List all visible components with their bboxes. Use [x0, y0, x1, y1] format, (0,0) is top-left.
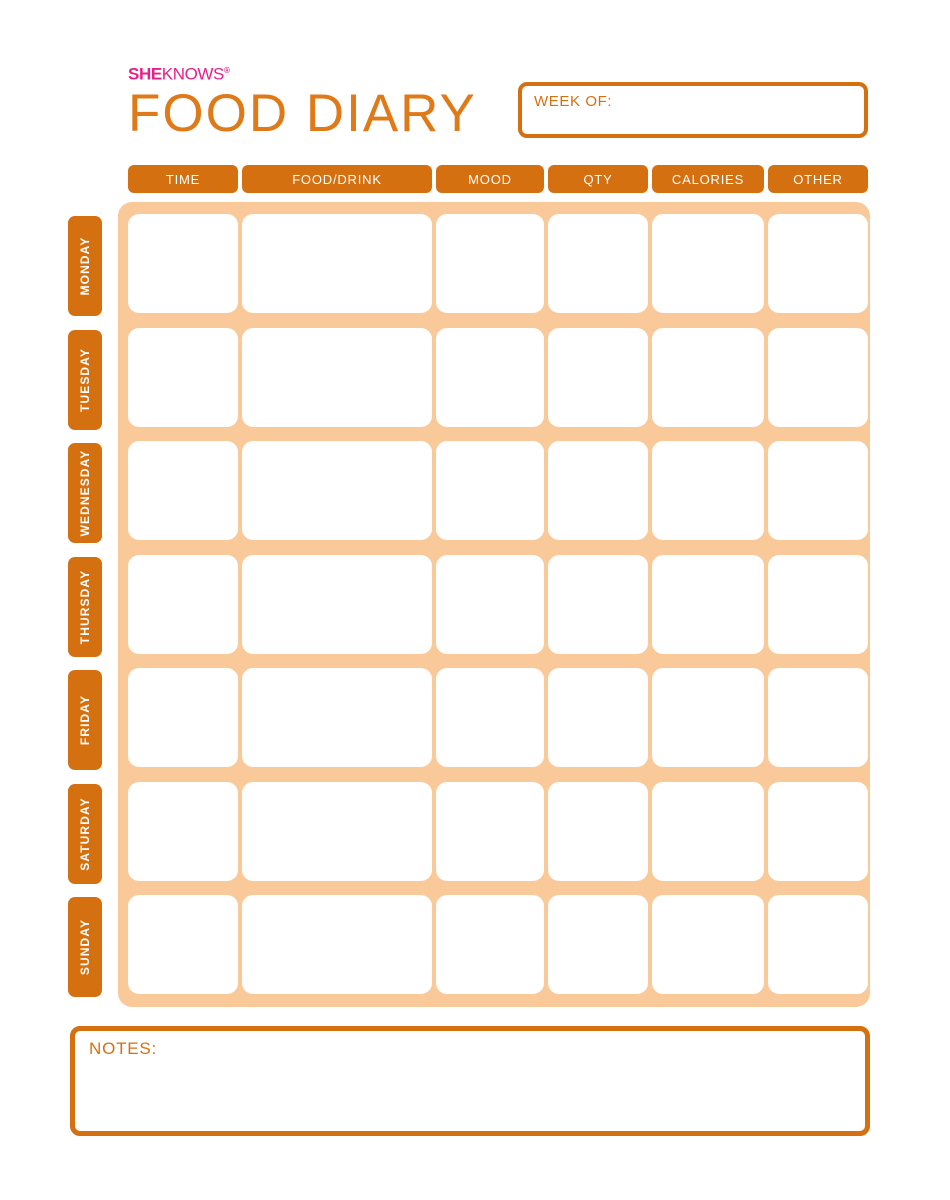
grid-cell[interactable]	[768, 214, 868, 313]
grid-cell[interactable]	[128, 782, 238, 881]
grid-cell[interactable]	[768, 328, 868, 427]
column-header-other: OTHER	[768, 165, 868, 193]
column-headers	[128, 165, 868, 193]
grid-cell[interactable]	[242, 441, 432, 540]
grid-cell[interactable]	[128, 214, 238, 313]
grid-cell[interactable]	[242, 328, 432, 427]
grid-cell[interactable]	[548, 668, 648, 767]
day-tab-label: SUNDAY	[78, 918, 92, 976]
grid-cell[interactable]	[768, 782, 868, 881]
grid-cell[interactable]	[768, 668, 868, 767]
grid-cell[interactable]	[652, 214, 764, 313]
grid-cell[interactable]	[436, 782, 544, 881]
diary-grid	[118, 202, 870, 1007]
column-header-calories: CALORIES	[652, 165, 764, 193]
grid-cell[interactable]	[652, 668, 764, 767]
grid-cell[interactable]	[768, 441, 868, 540]
grid-cell[interactable]	[652, 328, 764, 427]
grid-cell[interactable]	[436, 214, 544, 313]
brand-she: SHE	[128, 64, 162, 84]
grid-cell[interactable]	[436, 441, 544, 540]
day-tab-thursday	[68, 557, 102, 657]
day-tab-label: FRIDAY	[78, 694, 92, 746]
day-tab-label: MONDAY	[78, 236, 92, 296]
grid-cell[interactable]	[128, 328, 238, 427]
grid-cell[interactable]	[548, 782, 648, 881]
brand-trademark: ®	[224, 66, 230, 75]
grid-cell[interactable]	[242, 895, 432, 994]
column-header-time: TIME	[128, 165, 238, 193]
grid-cell[interactable]	[548, 214, 648, 313]
day-tab-tuesday	[68, 330, 102, 430]
day-tab-label: THURSDAY	[78, 569, 92, 644]
grid-cell[interactable]	[652, 782, 764, 881]
grid-cell[interactable]	[768, 555, 868, 654]
day-tab-monday	[68, 216, 102, 316]
grid-cell[interactable]	[436, 328, 544, 427]
notes-label: NOTES:	[89, 1039, 158, 1058]
column-header-food-drink: FOOD/DRINK	[242, 165, 432, 193]
grid-cell[interactable]	[242, 555, 432, 654]
column-header-mood: MOOD	[436, 165, 544, 193]
day-tab-label: SATURDAY	[78, 796, 92, 871]
brand-knows: KNOWS	[161, 64, 224, 84]
week-of-label: WEEK OF:	[534, 93, 613, 110]
grid-cell[interactable]	[128, 895, 238, 994]
grid-cell[interactable]	[652, 895, 764, 994]
day-tab-label: WEDNESDAY	[78, 449, 92, 537]
grid-cell[interactable]	[242, 782, 432, 881]
grid-cell[interactable]	[128, 441, 238, 540]
day-tab-friday	[68, 670, 102, 770]
week-of-input[interactable]	[532, 112, 857, 134]
grid-cell[interactable]	[652, 555, 764, 654]
grid-cell[interactable]	[436, 668, 544, 767]
week-of-box[interactable]	[518, 82, 868, 138]
grid-cell[interactable]	[242, 214, 432, 313]
grid-cell[interactable]	[652, 441, 764, 540]
day-tab-sunday	[68, 897, 102, 997]
column-header-qty: QTY	[548, 165, 648, 193]
day-tab-saturday	[68, 784, 102, 884]
sheknows-logo	[128, 62, 868, 83]
notes-box[interactable]	[70, 1026, 870, 1136]
grid-cell[interactable]	[436, 555, 544, 654]
grid-cell[interactable]	[128, 668, 238, 767]
grid-cell[interactable]	[768, 895, 868, 994]
day-tab-wednesday	[68, 443, 102, 543]
grid-cell[interactable]	[436, 895, 544, 994]
grid-cell[interactable]	[548, 895, 648, 994]
grid-cell[interactable]	[128, 555, 238, 654]
notes-input[interactable]	[87, 1065, 852, 1125]
grid-cell[interactable]	[548, 441, 648, 540]
page-title: FOOD DIARY	[128, 83, 477, 143]
day-tab-label: TUESDAY	[78, 347, 92, 412]
grid-cell[interactable]	[548, 555, 648, 654]
grid-cell[interactable]	[242, 668, 432, 767]
grid-cell[interactable]	[548, 328, 648, 427]
